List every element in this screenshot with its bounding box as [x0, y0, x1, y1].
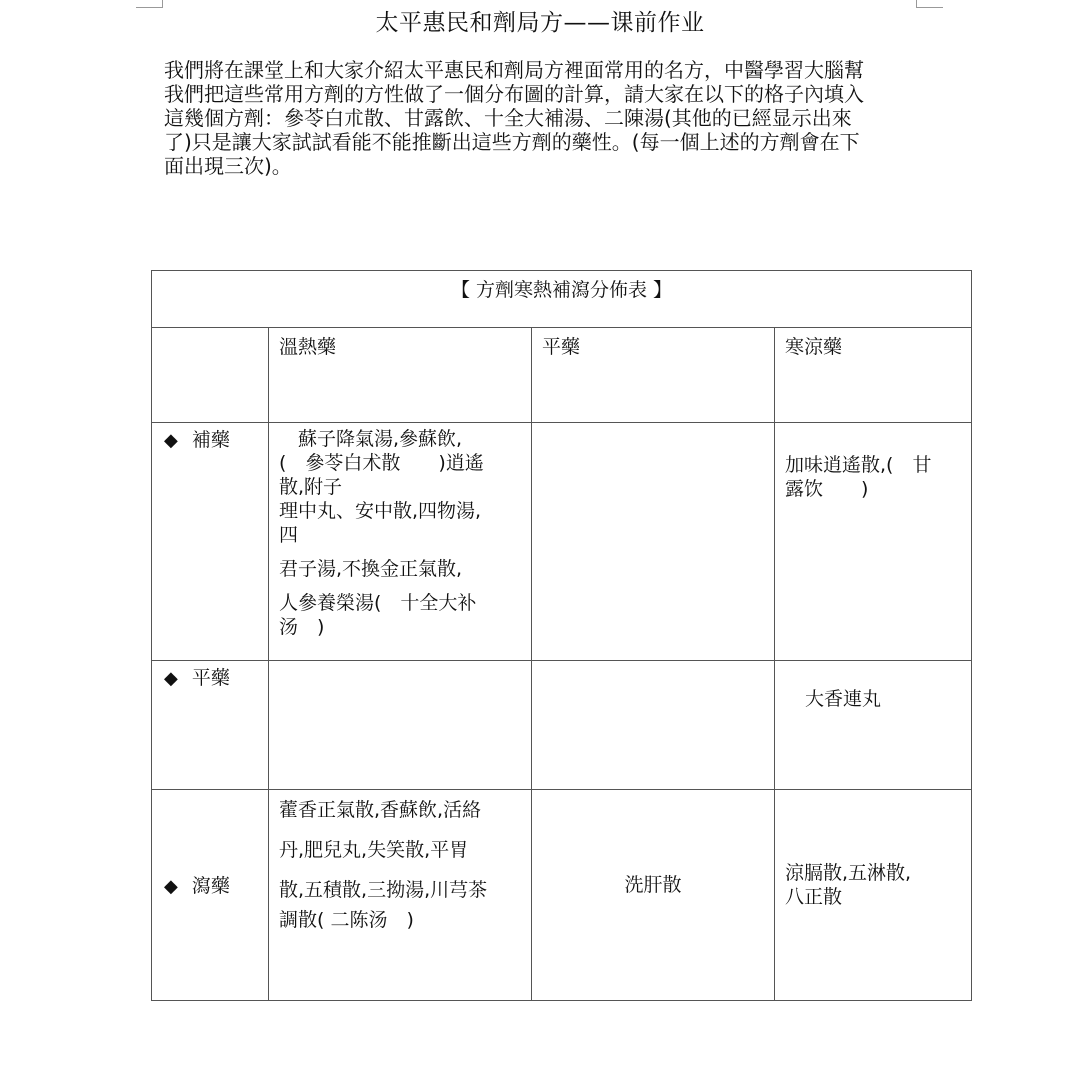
cell-line: 調散( 二陈汤 ): [279, 909, 414, 931]
cell-neutral-warm[interactable]: [269, 661, 532, 790]
column-header-neutral: 平藥: [532, 328, 775, 423]
row-label-text: 補藥: [191, 429, 230, 451]
diamond-bullet-icon: ◆: [164, 668, 178, 689]
table-caption: 【 方劑寒熱補瀉分佈表 】: [152, 271, 972, 328]
formula-distribution-table: [151, 270, 972, 1001]
cell-line: 散,五積散,三拗湯,川芎茶: [279, 879, 488, 901]
cell-line: 理中丸、安中散,四物湯,: [279, 500, 482, 522]
cell-line: 君子湯,不換金正氣散,: [279, 558, 463, 580]
cell-line: 露饮 ): [785, 478, 869, 500]
header-corner-cell: [152, 328, 269, 423]
diamond-bullet-icon: ◆: [164, 875, 178, 897]
cell-neutral-cold[interactable]: [775, 661, 972, 790]
cell-line: 加味逍遙散,( 甘: [785, 454, 932, 476]
column-header-cold: 寒涼藥: [775, 328, 972, 423]
cell-line: 涼膈散,五淋散,: [785, 862, 912, 884]
cell-purging-cold[interactable]: [775, 790, 972, 1001]
cell-tonic-cold[interactable]: [775, 423, 972, 661]
column-header-warm: 溫熱藥: [269, 328, 532, 423]
cell-line: 汤 ): [279, 616, 325, 638]
intro-line: 我們把這些常用方劑的方性做了一個分布圖的計算，請大家在以下的格子內填入: [164, 82, 864, 106]
cell-tonic-neutral[interactable]: [532, 423, 775, 661]
cell-tonic-warm[interactable]: [269, 423, 532, 661]
cell-neutral-neutral[interactable]: [532, 661, 775, 790]
row-label-text: 瀉藥: [191, 874, 230, 897]
cell-purging-warm[interactable]: [269, 790, 532, 1001]
cell-line: 散,附子: [279, 476, 343, 498]
cell-line: 大香連丸: [805, 688, 882, 710]
row-label-tonic: [152, 423, 269, 661]
row-label-text: 平藥: [191, 667, 230, 689]
intro-line: 我們將在課堂上和大家介紹太平惠民和劑局方裡面常用的名方，中醫學習大腦幫: [164, 58, 864, 82]
intro-paragraph: [164, 58, 924, 178]
cell-line: ( 參苓白术散 )逍遙: [279, 452, 484, 474]
intro-line: 這幾個方劑：參苓白朮散、甘露飲、十全大補湯、二陳湯(其他的已經显示出來: [164, 106, 852, 130]
cell-line: 丹,肥兒丸,失笑散,平胃: [279, 839, 469, 861]
row-label-neutral: [152, 661, 269, 790]
cell-line: 藿香正氣散,香蘇飲,活絡: [279, 799, 482, 821]
cell-line: 四: [279, 524, 299, 546]
cell-line: 洗肝散: [624, 873, 682, 896]
intro-line: 面出現三次)。: [164, 154, 292, 178]
cell-line: 人參養榮湯( 十全大补: [279, 592, 477, 614]
intro-line: 了)只是讓大家試試看能不能推斷出這些方劑的藥性。(每一個上述的方劑會在下: [164, 130, 860, 154]
document-title: 太平惠民和劑局方——课前作业: [375, 10, 705, 36]
diamond-bullet-icon: ◆: [164, 430, 178, 451]
cell-line: 蘇子降氣湯,參蘇飲,: [279, 428, 463, 450]
cell-line: 八正散: [785, 886, 843, 908]
row-label-purging: [152, 790, 269, 1001]
cell-purging-neutral[interactable]: [532, 790, 775, 1001]
